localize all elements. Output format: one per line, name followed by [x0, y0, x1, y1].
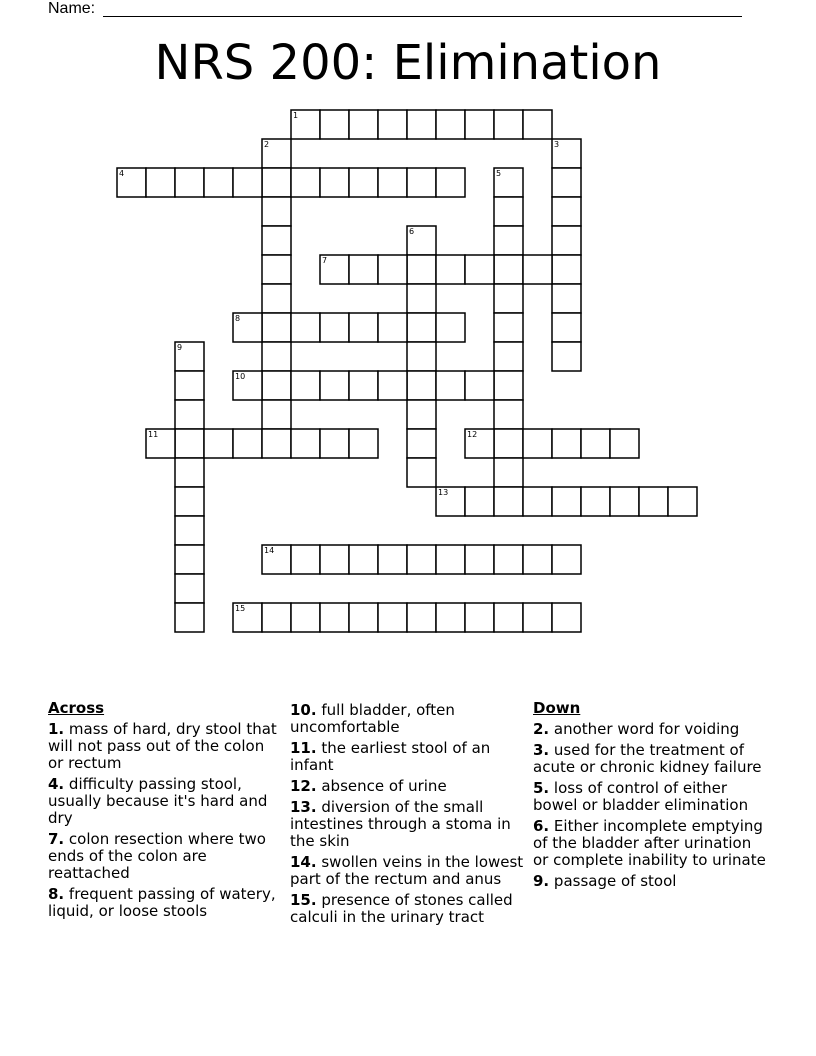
grid-cell[interactable]: [378, 110, 407, 139]
grid-cell[interactable]: [494, 313, 523, 342]
clue-across-1: [48, 721, 284, 772]
across-clues-column-1: [48, 700, 284, 924]
grid-cell[interactable]: [552, 603, 581, 632]
grid-cell[interactable]: [378, 545, 407, 574]
grid-cell[interactable]: [668, 487, 697, 516]
across-clues-column-2: [290, 702, 526, 930]
cell-number: 1: [293, 111, 299, 120]
cell-number: 2: [264, 140, 270, 149]
clue-across-4: [48, 776, 284, 827]
grid-cell[interactable]: [349, 429, 378, 458]
grid-cell[interactable]: [494, 226, 523, 255]
grid-cell[interactable]: [378, 255, 407, 284]
name-label: Name:: [48, 0, 96, 17]
grid-cell[interactable]: [262, 371, 291, 400]
grid-cell[interactable]: [175, 516, 204, 545]
grid-cell[interactable]: [552, 255, 581, 284]
grid-cell[interactable]: [552, 226, 581, 255]
across-heading: Across: [48, 699, 105, 717]
grid-cell[interactable]: [436, 255, 465, 284]
grid-cell[interactable]: [320, 371, 349, 400]
grid-cell[interactable]: [175, 487, 204, 516]
grid-cell[interactable]: [175, 603, 204, 632]
grid-cell[interactable]: [494, 255, 523, 284]
grid-cell[interactable]: [378, 603, 407, 632]
grid-cell[interactable]: [465, 255, 494, 284]
grid-cell[interactable]: [262, 342, 291, 371]
cell-number: 13: [438, 488, 449, 497]
clue-across-13: [290, 799, 526, 850]
grid-cell[interactable]: [175, 458, 204, 487]
grid-cell[interactable]: [407, 603, 436, 632]
grid-cell[interactable]: [552, 284, 581, 313]
clue-down-6: [533, 818, 769, 869]
cell-number: 9: [177, 343, 183, 352]
clue-down-3: [533, 742, 769, 776]
grid-cell[interactable]: [291, 168, 320, 197]
grid-cell[interactable]: [291, 545, 320, 574]
grid-cell[interactable]: [494, 371, 523, 400]
grid-cell[interactable]: [407, 371, 436, 400]
grid-cell[interactable]: [407, 342, 436, 371]
grid-cell[interactable]: [552, 487, 581, 516]
grid-cell[interactable]: [291, 429, 320, 458]
grid-cell[interactable]: [175, 400, 204, 429]
grid-cell[interactable]: [581, 429, 610, 458]
grid-cell[interactable]: [407, 110, 436, 139]
clue-number: 7.: [48, 830, 65, 848]
clue-text: presence of stones called calculi in the urinary tract: [290, 891, 513, 926]
grid-cell[interactable]: [407, 400, 436, 429]
grid-cell[interactable]: [523, 255, 552, 284]
grid-cell[interactable]: [494, 342, 523, 371]
clue-text: diversion of the small intestines through a stoma in the skin: [290, 798, 511, 850]
cell-number: 5: [496, 169, 502, 178]
grid-cell[interactable]: [175, 371, 204, 400]
down-heading: Down: [533, 699, 581, 717]
clue-text: swollen veins in the lowest part of the rectum and anus: [290, 853, 524, 888]
clue-number: 1.: [48, 720, 65, 738]
grid-cell[interactable]: [407, 458, 436, 487]
grid-cell[interactable]: [494, 487, 523, 516]
grid-cell[interactable]: [175, 429, 204, 458]
clue-number: 8.: [48, 885, 65, 903]
grid-cell[interactable]: [494, 603, 523, 632]
grid-cell[interactable]: [320, 110, 349, 139]
grid-cell[interactable]: [175, 574, 204, 603]
grid-cell[interactable]: [523, 487, 552, 516]
grid-cell[interactable]: [494, 458, 523, 487]
clue-across-14: [290, 854, 526, 888]
grid-cell[interactable]: [233, 429, 262, 458]
grid-cell[interactable]: [494, 197, 523, 226]
clue-text: passage of stool: [553, 872, 677, 890]
grid-cell[interactable]: [262, 284, 291, 313]
clue-text: absence of urine: [321, 777, 447, 795]
grid-cell[interactable]: [291, 603, 320, 632]
grid-cell[interactable]: [581, 487, 610, 516]
clue-number: 14.: [290, 853, 317, 871]
clue-text: frequent passing of watery, liquid, or loose stools: [48, 885, 276, 920]
grid-cell[interactable]: [262, 168, 291, 197]
clue-text: mass of hard, dry stool that will not pass out of the colon or rectum: [48, 720, 277, 772]
grid-cell[interactable]: [436, 603, 465, 632]
clue-across-10: [290, 702, 526, 736]
grid-cell[interactable]: [465, 545, 494, 574]
grid-cell[interactable]: [610, 429, 639, 458]
grid-cell[interactable]: [291, 371, 320, 400]
clue-text: loss of control of either bowel or bladder elimination: [533, 779, 749, 814]
grid-cell[interactable]: [639, 487, 668, 516]
grid-cell[interactable]: [407, 168, 436, 197]
clue-number: 13.: [290, 798, 317, 816]
grid-cell[interactable]: [349, 313, 378, 342]
grid-cell[interactable]: [465, 371, 494, 400]
clue-text: the earliest stool of an infant: [290, 739, 491, 774]
grid-cell[interactable]: [262, 603, 291, 632]
grid-cell[interactable]: [552, 313, 581, 342]
clue-down-9: [533, 873, 769, 890]
grid-cell[interactable]: [291, 313, 320, 342]
grid-cell[interactable]: [349, 371, 378, 400]
grid-cell[interactable]: [436, 313, 465, 342]
grid-cell[interactable]: [465, 487, 494, 516]
grid-cell[interactable]: [349, 545, 378, 574]
grid-cell[interactable]: [349, 168, 378, 197]
clue-number: 12.: [290, 777, 317, 795]
clue-down-5: [533, 780, 769, 814]
grid-cell[interactable]: [233, 168, 262, 197]
grid-cell[interactable]: [494, 284, 523, 313]
grid-cell[interactable]: [407, 255, 436, 284]
grid-cell[interactable]: [204, 429, 233, 458]
grid-cell[interactable]: [378, 371, 407, 400]
grid-cell[interactable]: [407, 313, 436, 342]
grid-cell[interactable]: [320, 168, 349, 197]
clue-across-8: [48, 886, 284, 920]
grid-cell[interactable]: [610, 487, 639, 516]
grid-cell[interactable]: [494, 545, 523, 574]
grid-cell[interactable]: [262, 429, 291, 458]
clue-number: 3.: [533, 741, 550, 759]
clue-across-7: [48, 831, 284, 882]
grid-cell[interactable]: [146, 168, 175, 197]
grid-cell[interactable]: [465, 603, 494, 632]
clue-number: 9.: [533, 872, 550, 890]
grid-cell[interactable]: [552, 197, 581, 226]
grid-cell[interactable]: [349, 255, 378, 284]
clue-text: used for the treatment of acute or chronic kidney failure: [533, 741, 762, 776]
grid-cell[interactable]: [407, 429, 436, 458]
grid-cell[interactable]: [407, 545, 436, 574]
grid-cell[interactable]: [378, 313, 407, 342]
grid-cell[interactable]: [262, 313, 291, 342]
clue-number: 5.: [533, 779, 550, 797]
grid-cell[interactable]: [320, 429, 349, 458]
cell-number: 6: [409, 227, 415, 236]
down-clues-column: [533, 700, 769, 894]
clue-across-15: [290, 892, 526, 926]
grid-cell[interactable]: [349, 603, 378, 632]
cell-number: 12: [467, 430, 478, 439]
cell-number: 8: [235, 314, 241, 323]
grid-cell[interactable]: [494, 110, 523, 139]
cell-number: 14: [264, 546, 275, 555]
grid-cell[interactable]: [262, 226, 291, 255]
cell-number: 3: [554, 140, 560, 149]
grid-cell[interactable]: [407, 284, 436, 313]
grid-cell[interactable]: [436, 168, 465, 197]
grid-cell[interactable]: [262, 197, 291, 226]
grid-cell[interactable]: [494, 429, 523, 458]
grid-cell[interactable]: [436, 545, 465, 574]
grid-cell[interactable]: [436, 371, 465, 400]
clue-text: another word for voiding: [553, 720, 740, 738]
grid-cell[interactable]: [523, 603, 552, 632]
cell-number: 4: [119, 169, 125, 178]
grid-cell[interactable]: [494, 400, 523, 429]
grid-cell[interactable]: [378, 168, 407, 197]
clue-number: 10.: [290, 701, 317, 719]
grid-cell[interactable]: [436, 110, 465, 139]
clue-number: 2.: [533, 720, 550, 738]
grid-cell[interactable]: [320, 603, 349, 632]
clue-across-12: [290, 778, 526, 795]
clue-across-11: [290, 740, 526, 774]
clue-number: 4.: [48, 775, 65, 793]
grid-cell[interactable]: [320, 545, 349, 574]
grid-cell[interactable]: [552, 429, 581, 458]
grid-cell[interactable]: [552, 545, 581, 574]
clue-text: difficulty passing stool, usually because it's hard and dry: [48, 775, 268, 827]
grid-cell[interactable]: [175, 168, 204, 197]
clue-number: 11.: [290, 739, 317, 757]
clue-text: Either incomplete emptying of the bladder after urination or complete inability to urinate: [533, 817, 766, 869]
grid-cell[interactable]: [320, 313, 349, 342]
clue-text: full bladder, often uncomfortable: [290, 701, 455, 736]
grid-cell[interactable]: [523, 429, 552, 458]
grid-cell[interactable]: [262, 255, 291, 284]
cell-number: 7: [322, 256, 328, 265]
grid-cell[interactable]: [262, 400, 291, 429]
clue-text: colon resection where two ends of the colon are reattached: [48, 830, 266, 882]
clue-number: 6.: [533, 817, 550, 835]
grid-cell[interactable]: [523, 545, 552, 574]
cell-number: 10: [235, 372, 246, 381]
clue-number: 15.: [290, 891, 317, 909]
grid-cell[interactable]: [552, 168, 581, 197]
grid-cell[interactable]: [523, 110, 552, 139]
grid-cell[interactable]: [175, 545, 204, 574]
grid-cell[interactable]: [465, 110, 494, 139]
clue-down-2: [533, 721, 769, 738]
grid-cell[interactable]: [552, 342, 581, 371]
grid-cell[interactable]: [349, 110, 378, 139]
page-title: NRS 200: Elimination: [154, 35, 662, 91]
cell-number: 11: [148, 430, 159, 439]
cell-number: 15: [235, 604, 246, 613]
grid-cell[interactable]: [204, 168, 233, 197]
